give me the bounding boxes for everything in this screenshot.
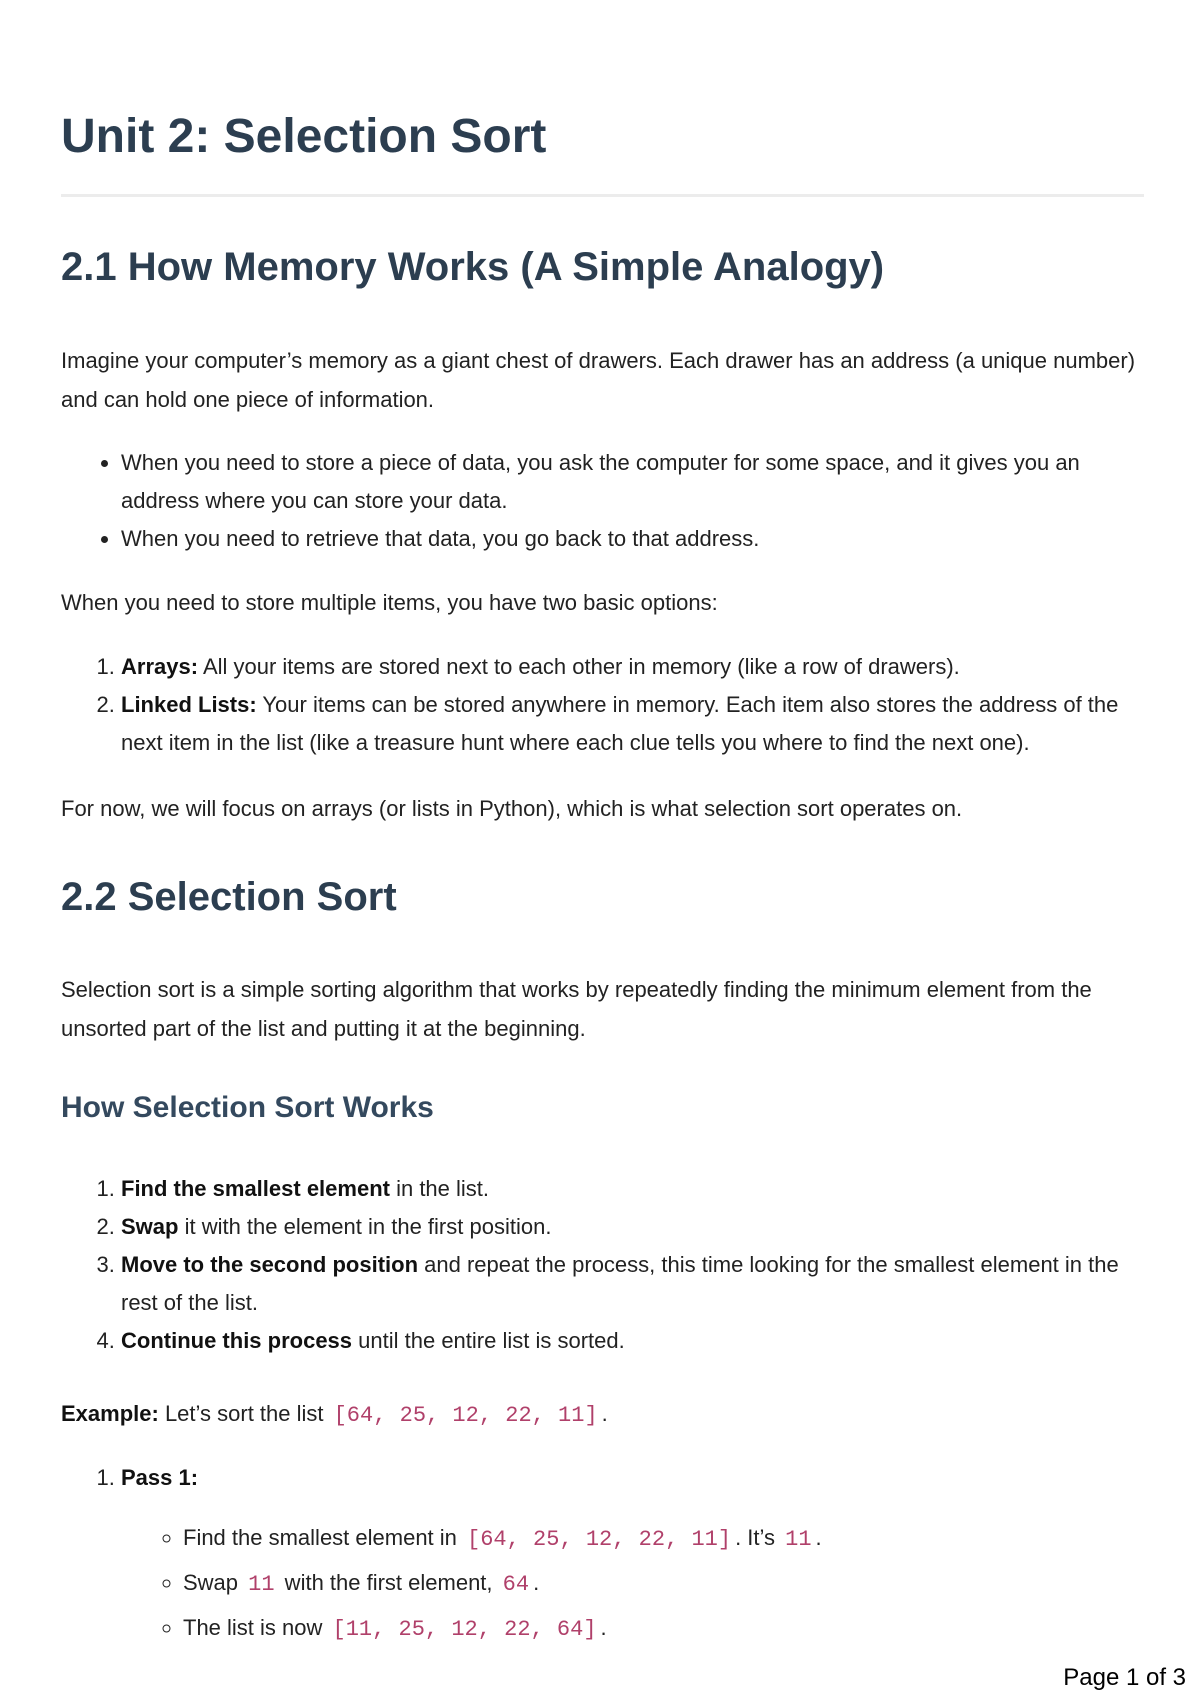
list-item	[183, 1606, 1144, 1651]
term: Arrays:	[121, 654, 199, 679]
section-heading-2-2: 2.2 Selection Sort	[61, 875, 397, 919]
list-item	[121, 686, 1144, 762]
term: Swap	[121, 1214, 179, 1239]
term: Continue this process	[121, 1328, 353, 1353]
text: The list is now	[183, 1615, 329, 1640]
list-item	[121, 1208, 1144, 1246]
text: with the first element,	[278, 1570, 499, 1595]
title-divider	[61, 194, 1144, 197]
list-item	[121, 648, 1144, 686]
example-text: Let’s sort the list	[158, 1401, 330, 1426]
example-end: .	[601, 1401, 608, 1426]
term: Move to the second position	[121, 1252, 419, 1277]
description: All your items are stored next to each other in memory (like a row of drawers).	[198, 654, 960, 679]
code-inline: 11	[248, 1572, 275, 1597]
list-item	[121, 1459, 1144, 1497]
page-title: Unit 2: Selection Sort	[61, 110, 547, 163]
text: .	[815, 1525, 822, 1550]
selection-sort-intro-paragraph: Selection sort is a simple sorting algorithm that works by repeatedly finding the minimum element from the unsorted part of the list and putting it at the beginning.	[61, 977, 1092, 1041]
list-item	[121, 1322, 1144, 1360]
section-heading-2-1: 2.1 How Memory Works (A Simple Analogy)	[61, 245, 885, 289]
text: Swap	[183, 1570, 245, 1595]
pass-label: Pass 1:	[121, 1465, 199, 1490]
list-item	[121, 1170, 1144, 1208]
example-paragraph	[61, 1394, 1144, 1435]
term: Linked Lists:	[121, 692, 257, 717]
list-item	[183, 1516, 1144, 1561]
code-inline: 11	[785, 1527, 812, 1552]
term: Find the smallest element	[121, 1176, 390, 1201]
algorithm-steps-list	[61, 1170, 1144, 1360]
description: in the list.	[389, 1176, 490, 1201]
pass-1-steps-list	[61, 1516, 1144, 1651]
pass-list	[61, 1459, 1144, 1497]
description: and repeat the process, this time looking for the smallest element in the rest of the list.	[121, 1252, 1119, 1315]
focus-paragraph: For now, we will focus on arrays (or lists in Python), which is what selection sort operates on.	[61, 796, 963, 821]
options-lead-paragraph: When you need to store multiple items, you have two basic options:	[61, 590, 718, 615]
list-item	[183, 1561, 1144, 1606]
page-number: Page 1 of 3	[1063, 1664, 1186, 1691]
subsection-heading: How Selection Sort Works	[61, 1091, 434, 1124]
description: until the entire list is sorted.	[352, 1328, 625, 1353]
code-inline: [64, 25, 12, 22, 11]	[333, 1403, 598, 1428]
text: . It’s	[735, 1525, 782, 1550]
text: .	[600, 1615, 607, 1640]
list-item: • When you need to retrieve that data, you go back to that address.	[121, 520, 1144, 558]
text: Find the smallest element in	[183, 1525, 464, 1550]
description: Your items can be stored anywhere in memory. Each item also stores the address of the next item in the list (like a treasure hunt where each clue tells you where to find the next one).	[121, 692, 1119, 755]
code-inline: [64, 25, 12, 22, 11]	[467, 1527, 732, 1552]
example-label: Example:	[61, 1401, 159, 1426]
memory-bullet-list	[61, 444, 1144, 558]
memory-intro-paragraph: Imagine your computer’s memory as a giant chest of drawers. Each drawer has an address (a unique number) and can hold one piece of information.	[61, 348, 1136, 412]
code-inline: [11, 25, 12, 22, 64]	[332, 1617, 597, 1642]
list-item	[121, 1246, 1144, 1322]
description: it with the element in the first position.	[178, 1214, 552, 1239]
text: .	[533, 1570, 540, 1595]
code-inline: 64	[502, 1572, 530, 1597]
storage-options-list	[61, 648, 1144, 762]
list-item: • When you need to store a piece of data, you ask the computer for some space, and it gives you an address where you can store your data.	[121, 444, 1144, 520]
